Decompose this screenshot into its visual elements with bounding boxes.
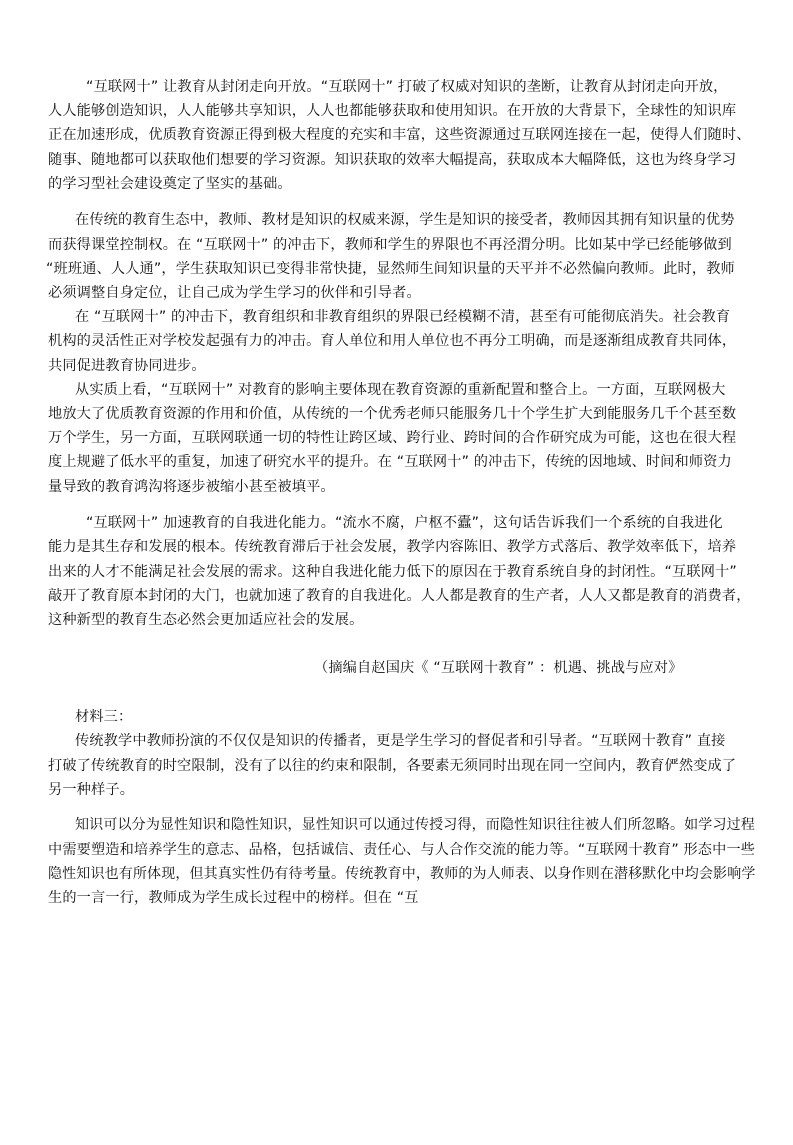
text-line: 的学习型社会建设奠定了坚实的基础。 [48,176,292,192]
section-heading: 材料三： [75,709,133,725]
text-line: 生的一言一行，教师成为学生成长过程中的榜样。但在 “互 [48,890,419,906]
text-line: 人人能够创造知识，人人能够共享知识，人人也都能够获取和使用知识。在开放的大背景下，全球性的知识库 [48,103,737,119]
text-line: 而获得课堂控制权。在 “互联网十” 的冲击下，教师和学生的界限也不再泾渭分明。比如某中学已经能够做到 [48,237,732,253]
text-line: 共同促进教育协同进步。 [48,358,206,374]
text-line: 知识可以分为显性知识和隐性知识，显性知识可以通过传授习得，而隐性知识往往被人们所忽略。如学习过程 [75,817,755,833]
text-line: 打破了传统教育的时空限制，没有了以往的约束和限制，各要素无须同时出现在同一空间内，教育俨然变成了 [48,758,737,774]
text-line: 出来的人才不能满足社会发展的需求。这种自我进化能力低下的原因在于教育系统自身的封闭性。“互联网十” [48,564,737,580]
text-line: 正在加速形成，优质教育资源正得到极大程度的充实和丰富，这些资源通过互联网连接在一起，使得人们随时、 [48,127,751,143]
text-line: 敲开了教育原本封闭的大门，也就加速了教育的自我进化。人人都是教育的生产者，人人又都是教育的消费者， [48,588,751,604]
text-line: “互联网十” 让教育从封闭走向开放。“互联网十” 打破了权威对知识的垄断，让教育从封闭走向开放， [86,79,728,95]
text-line: 随事、随地都可以获取他们想要的学习资源。知识获取的效率大幅提高，获取成本大幅降低，这也为终身学习 [48,152,737,168]
text-line: 另一种样子。 [48,782,135,798]
text-line: 从实质上看，“互联网十” 对教育的影响主要体现在教育资源的重新配置和整合上。一方面，互联网极大 [75,382,726,398]
text-line: 传统教学中教师扮演的不仅仅是知识的传播者，更是学生学习的督促者和引导者。“互联网十教育” 直接 [75,733,726,749]
text-line: 万个学生，另一方面，互联网联通一切的特性让跨区域、跨行业、跨时间的合作研究成为可能，这也在很大程 [48,430,737,446]
text-line: 在传统的教育生态中，教师、教材是知识的权威来源，学生是知识的接受者，教师因其拥有知识量的优势 [75,212,735,228]
text-line: 必须调整自身定位，让自己成为学生学习的伙伴和引导者。 [48,285,421,301]
text-line: “互联网十” 加速教育的自我进化能力。“流水不腐，户枢不蠹”，这句话告诉我们一个系统的自我进化 [86,515,723,531]
text-line: “班班通、人人通”，学生获取知识已变得非常快捷，显然师生间知识量的天平并不必然偏向教师。此时，教师 [46,261,735,277]
text-line: 这种新型的教育生态必然会更加适应社会的发展。 [48,612,364,628]
text-line: 地放大了优质教育资源的作用和价值，从传统的一个优秀老师只能服务几十个学生扩大到能服务几千个甚至数 [48,406,737,422]
text-line: 隐性知识也有所体现，但其真实性仍有待考量。传统教育中，教师的为人师表、以身作则在潜移默化中均会影响学 [48,866,756,882]
text-line: 度上规避了低水平的重复，加速了研究水平的提升。在 “互联网十” 的冲击下，传统的因地域、时间和师资力 [48,454,732,470]
text-line: 机构的灵活性正对学校发起强有力的冲击。育人单位和用人单位也不再分工明确，而是逐渐组成教育共同体， [48,333,737,349]
source-citation: （摘编自赵国庆《 “互联网十教育” ：机遇、挑战与应对》 [314,660,683,676]
text-line: 能力是其生存和发展的根本。传统教育滞后于社会发展，教学内容陈旧、教学方式落后、教学效率低下，培养 [48,539,737,555]
text-line: 量导致的教育鸿沟将逐步被缩小甚至被填平。 [48,479,335,495]
text-line: 中需要塑造和培养学生的意志、品格，包括诚信、责任心、与人合作交流的能力等。“互联网十教育” 形态中一些 [48,842,756,858]
text-line: 在 “互联网十” 的冲击下，教育组织和非教育组织的界限已经模糊不清，甚至有可能彻底消失。社会教育 [75,309,731,325]
